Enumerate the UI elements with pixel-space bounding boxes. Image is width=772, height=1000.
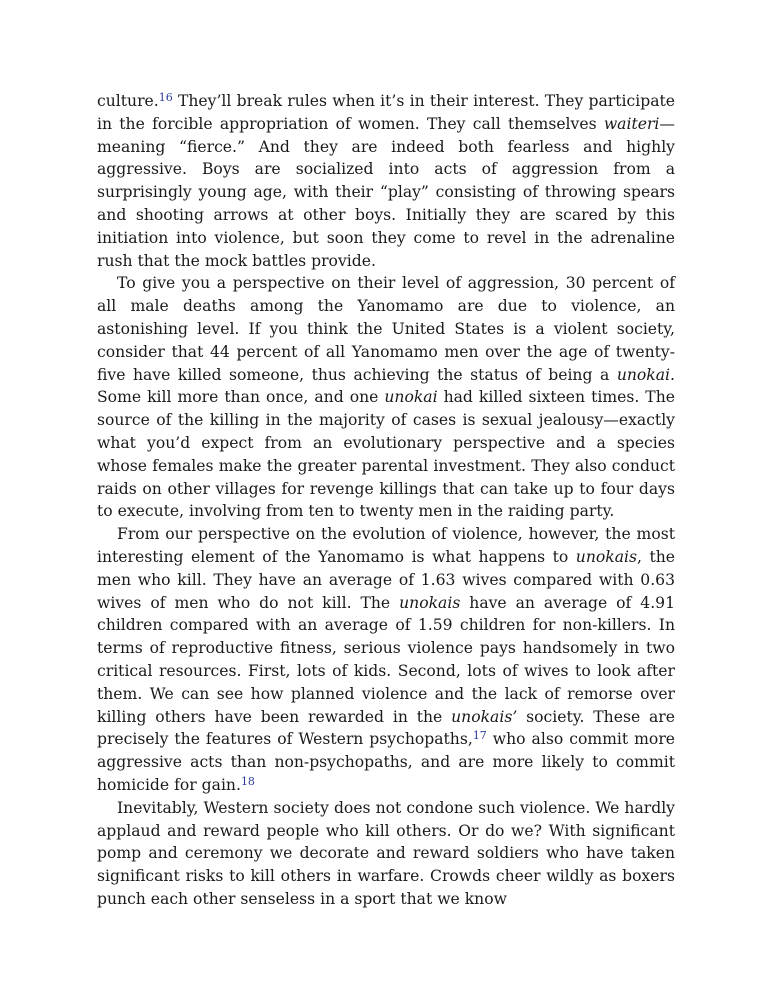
paragraph — [97, 797, 675, 911]
text-run: From our perspective on the evolution of violence, however, the most interesting element of the Yanomamo is what happens to — [97, 525, 675, 566]
text-run: , the men who kill. They have an average of 1.63 wives compared with 0.63 wives of men who do not kill. The — [97, 547, 676, 612]
text-run: To give you a perspective on their level of aggression, 30 percent of all male deaths among the Yanomamo are due to violence, an astonishing level. If you think the United States is a violent society, consider that 44 percent of all Yanomamo men over the age of twenty-five have killed someone, thus achieving the status of being a — [97, 274, 675, 384]
text-run: Inevitably, Western society does not condone such violence. We hardly applaud and reward people who kill others. Or do we? With significant pomp and ceremony we decorate and reward soldiers who have taken significant risks to kill others in warfare. Crowds cheer wildly as boxers punch each other senseless in a sport that we know — [97, 798, 675, 908]
text-run: —meaning “fierce.” And they are indeed both fearless and highly aggressive. Boys are socialized into acts of aggression from a surprisingly young age, with their “play” consisting of throwing spears and shooting arrows at other boys. Initially they are scared by this initiation into violence, but soon they come to revel in the adrenaline rush that the mock battles provide. — [97, 114, 675, 270]
text-run: who also commit more aggressive acts than non-psychopaths, and are more likely to commit homicide for gain. — [97, 730, 676, 794]
italic-term: unokais — [399, 593, 461, 612]
italic-term: unokai — [616, 365, 671, 384]
text-run: . Some kill more than once, and one — [97, 365, 675, 407]
italic-term: waiteri — [603, 114, 660, 133]
text-run: society. These are precisely the features of Western psychopaths, — [97, 707, 675, 749]
paragraph — [97, 90, 675, 272]
paragraph — [97, 523, 675, 797]
footnote-ref-16[interactable]: 16 — [158, 91, 173, 104]
text-run: had killed sixteen times. The source of the killing in the majority of cases is sexual jealousy—exactly what you’d expect from an evolutionary perspective and a species whose females make the greater parental investment. They also conduct raids on other villages for revenge killings that can take up to four days to execute, involving from ten to twenty men in the raiding party. — [97, 388, 675, 521]
italic-term: unokai — [384, 388, 438, 407]
paragraph — [97, 272, 675, 523]
footnote-ref-17[interactable]: 17 — [472, 729, 487, 743]
text-run: They’ll break rules when it’s in their interest. They participate in the forcible appropriation of women. They call themselves — [97, 92, 675, 133]
text-run: culture. — [97, 92, 159, 110]
italic-term: unokais — [575, 547, 637, 566]
footnote-ref-18[interactable]: 18 — [240, 774, 255, 788]
text-run: have an average of 4.91 children compared with an average of 1.59 children for non-killers. In terms of reproductive fitness, serious violence pays handsomely in two critical resources. First, lots of kids. Second, lots of wives to look after them. We can see how planned violence and the lack of remorse over killing others have been rewarded in the — [97, 593, 675, 726]
italic-term: unokais’ — [451, 707, 518, 726]
page-body — [97, 90, 675, 911]
